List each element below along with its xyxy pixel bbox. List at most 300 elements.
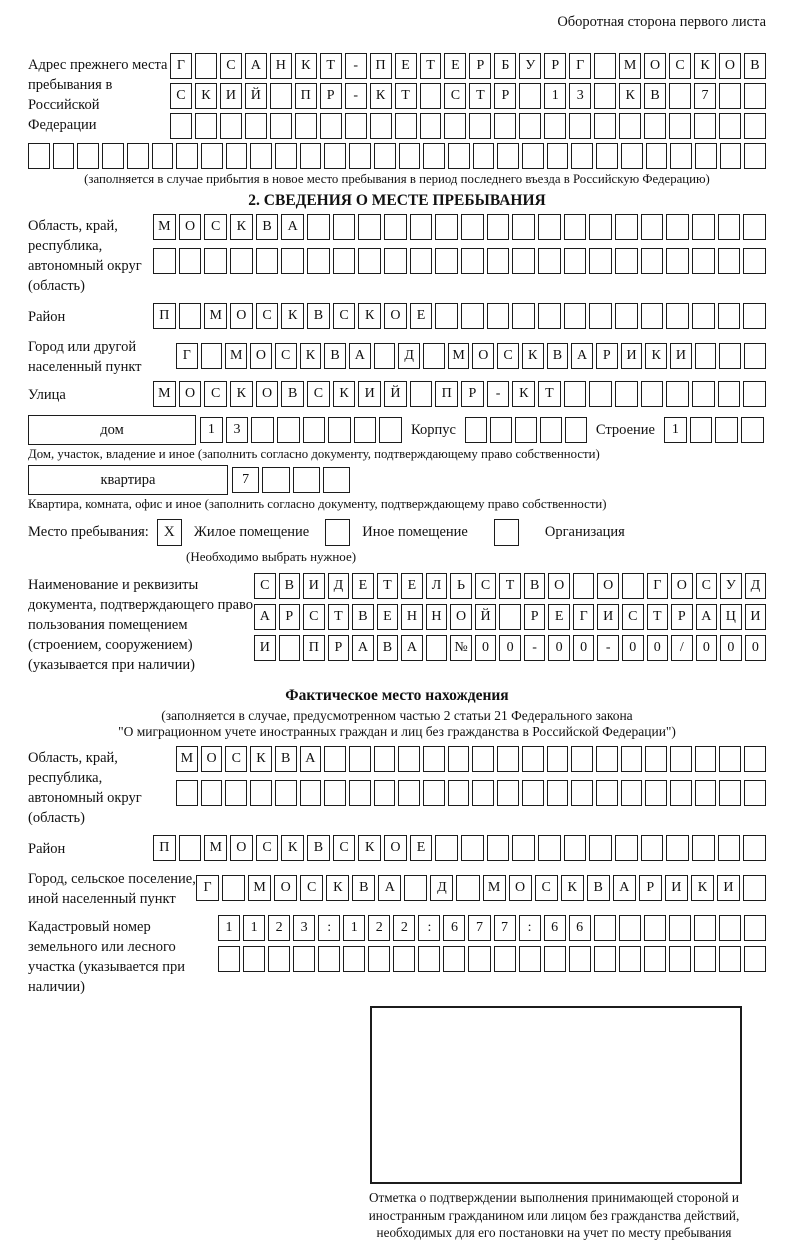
city-field	[28, 335, 766, 377]
char-box: Ц	[720, 604, 742, 630]
char-box: К	[522, 343, 544, 369]
char-box: О	[548, 573, 570, 599]
char-box: Л	[426, 573, 448, 599]
char-box	[307, 248, 330, 274]
char-box	[695, 143, 717, 169]
char-box	[743, 214, 766, 240]
char-box	[512, 214, 535, 240]
char-box	[275, 143, 297, 169]
district-label: Район	[28, 309, 66, 325]
char-box: М	[619, 53, 641, 79]
actual-district-row	[153, 835, 766, 861]
char-box	[540, 417, 562, 443]
char-box	[374, 143, 396, 169]
char-box: П	[153, 835, 176, 861]
cadastral-row-2	[218, 946, 766, 972]
char-box	[448, 746, 470, 772]
char-box	[669, 946, 691, 972]
char-box	[692, 381, 715, 407]
char-box	[670, 143, 692, 169]
char-box	[544, 946, 566, 972]
char-box: К	[230, 381, 253, 407]
char-box: В	[587, 875, 610, 901]
char-box	[571, 746, 593, 772]
char-box	[420, 83, 442, 109]
apartment-caption: Квартира, комната, офис и иное (заполнить согласно документу, подтверждающему право собственности)	[28, 497, 607, 511]
char-box	[300, 780, 322, 806]
char-box: 1	[243, 915, 265, 941]
prev-address-row-3	[170, 113, 766, 139]
char-box	[195, 53, 217, 79]
char-box	[615, 381, 638, 407]
char-box: О	[179, 381, 202, 407]
char-box	[719, 343, 741, 369]
char-box: 3	[293, 915, 315, 941]
char-box	[589, 214, 612, 240]
char-box	[622, 573, 644, 599]
char-box	[179, 303, 202, 329]
char-box	[695, 780, 717, 806]
section2-heading: 2. СВЕДЕНИЯ О МЕСТЕ ПРЕБЫВАНИЯ	[248, 192, 546, 209]
char-box: Е	[395, 53, 417, 79]
char-box: -	[487, 381, 510, 407]
char-box: Д	[745, 573, 767, 599]
char-box	[318, 946, 340, 972]
char-box	[370, 113, 392, 139]
region-row-2	[153, 248, 766, 274]
char-box	[666, 248, 689, 274]
document-label: Наименование и реквизиты документа, подтверждающего право пользования помещением (строением, сооружением) (указывается при наличии)	[28, 577, 254, 673]
char-box	[547, 746, 569, 772]
char-box: Р	[328, 635, 350, 661]
char-box	[744, 83, 766, 109]
char-box: О	[230, 835, 253, 861]
char-box: 0	[499, 635, 521, 661]
house-number-cells	[200, 417, 402, 443]
char-box: Д	[430, 875, 453, 901]
char-box	[641, 303, 664, 329]
char-box	[410, 248, 433, 274]
actual-district-label: Район	[28, 841, 66, 857]
char-box	[201, 780, 223, 806]
char-box: Г	[196, 875, 219, 901]
char-box	[744, 113, 766, 139]
char-box: Г	[170, 53, 192, 79]
char-box: Е	[377, 604, 399, 630]
char-box	[743, 875, 766, 901]
char-box: Р	[469, 53, 491, 79]
char-box	[594, 113, 616, 139]
char-box: П	[153, 303, 176, 329]
char-box: 0	[647, 635, 669, 661]
cadastral-row-1	[218, 915, 766, 941]
char-box: А	[281, 214, 304, 240]
char-box: /	[671, 635, 693, 661]
char-box: М	[225, 343, 247, 369]
char-box	[644, 915, 666, 941]
char-box	[281, 248, 304, 274]
char-box	[564, 248, 587, 274]
char-box: №	[450, 635, 472, 661]
char-box: В	[377, 635, 399, 661]
char-box: К	[250, 746, 272, 772]
prev-address-caption: (заполняется в случае прибытия в новое место пребывания в период последнего въезда в Российскую Федерацию)	[84, 172, 710, 186]
char-box	[497, 143, 519, 169]
char-box	[594, 946, 616, 972]
char-box	[354, 417, 377, 443]
char-box	[641, 835, 664, 861]
char-box: В	[279, 573, 301, 599]
char-box	[669, 83, 691, 109]
char-box: 3	[226, 417, 249, 443]
char-box	[743, 835, 766, 861]
char-box	[569, 113, 591, 139]
char-box	[694, 946, 716, 972]
char-box: Р	[494, 83, 516, 109]
char-box: Й	[384, 381, 407, 407]
char-box	[615, 214, 638, 240]
char-box	[456, 875, 479, 901]
char-box: С	[333, 303, 356, 329]
char-box	[719, 113, 741, 139]
stamp-section	[342, 1006, 766, 1242]
char-box: С	[333, 835, 356, 861]
char-box	[349, 746, 371, 772]
char-box	[519, 83, 541, 109]
char-box	[621, 780, 643, 806]
char-box: К	[370, 83, 392, 109]
char-box: Т	[328, 604, 350, 630]
char-box	[487, 835, 510, 861]
char-box	[569, 946, 591, 972]
char-box: Р	[671, 604, 693, 630]
char-box	[127, 143, 149, 169]
char-box: 1	[664, 417, 687, 443]
char-box	[744, 143, 766, 169]
char-box	[547, 143, 569, 169]
char-box: С	[220, 53, 242, 79]
char-box: А	[696, 604, 718, 630]
char-box: -	[524, 635, 546, 661]
char-box: И	[358, 381, 381, 407]
char-box	[443, 946, 465, 972]
char-box: Г	[647, 573, 669, 599]
char-box	[596, 780, 618, 806]
char-box	[695, 343, 717, 369]
char-box: П	[295, 83, 317, 109]
char-box	[245, 113, 267, 139]
char-box: О	[597, 573, 619, 599]
stamp-caption: Отметка о подтверждении выполнения принимающей стороной и иностранным гражданином или лицом без гражданства действий, необходимых для его постановки на учет по месту пребывания	[368, 1190, 740, 1241]
char-box	[358, 214, 381, 240]
char-box: О	[472, 343, 494, 369]
settlement-label: Город, сельское поселение, иной населенный пункт	[28, 871, 196, 907]
char-box	[268, 946, 290, 972]
char-box	[277, 417, 300, 443]
char-box: К	[358, 835, 381, 861]
char-box	[398, 746, 420, 772]
char-box: Р	[461, 381, 484, 407]
char-box	[226, 143, 248, 169]
char-box: М	[248, 875, 271, 901]
char-box: -	[345, 53, 367, 79]
char-box	[77, 143, 99, 169]
char-box	[573, 573, 595, 599]
char-box	[719, 83, 741, 109]
char-box: И	[254, 635, 276, 661]
char-box	[300, 143, 322, 169]
char-box: Т	[499, 573, 521, 599]
settlement-field	[28, 867, 766, 909]
char-box	[571, 780, 593, 806]
char-box	[519, 113, 541, 139]
char-box	[279, 635, 301, 661]
char-box	[176, 780, 198, 806]
prev-address-row-1	[170, 53, 766, 79]
char-box	[343, 946, 365, 972]
char-box	[692, 248, 715, 274]
char-box: В	[547, 343, 569, 369]
char-box	[379, 417, 402, 443]
char-box	[349, 143, 371, 169]
char-box: П	[303, 635, 325, 661]
char-box: К	[512, 381, 535, 407]
char-box: Н	[426, 604, 448, 630]
char-box: А	[571, 343, 593, 369]
house-row	[28, 415, 766, 445]
char-box	[374, 746, 396, 772]
char-box	[715, 417, 738, 443]
char-box: К	[195, 83, 217, 109]
char-box	[670, 746, 692, 772]
char-box	[410, 214, 433, 240]
char-box	[230, 248, 253, 274]
char-box	[744, 915, 766, 941]
char-box: 0	[573, 635, 595, 661]
char-box	[426, 635, 448, 661]
char-box: П	[370, 53, 392, 79]
checkbox-residential: X	[157, 519, 182, 546]
char-box: К	[230, 214, 253, 240]
char-box: 1	[544, 83, 566, 109]
char-box: Р	[524, 604, 546, 630]
char-box: 2	[268, 915, 290, 941]
char-box: Д	[328, 573, 350, 599]
char-box	[262, 467, 289, 493]
char-box	[743, 248, 766, 274]
char-box: 7	[232, 467, 259, 493]
char-box	[435, 248, 458, 274]
char-box: :	[418, 915, 440, 941]
apartment-type-box: квартира	[28, 465, 228, 495]
char-box	[692, 835, 715, 861]
char-box	[220, 113, 242, 139]
apartment-row	[28, 465, 766, 495]
char-box: М	[204, 835, 227, 861]
char-box: Т	[647, 604, 669, 630]
char-box	[270, 83, 292, 109]
char-box	[368, 946, 390, 972]
char-box	[589, 303, 612, 329]
char-box	[469, 113, 491, 139]
char-box	[374, 343, 396, 369]
char-box: 6	[544, 915, 566, 941]
char-box: 3	[569, 83, 591, 109]
stay-type-note: (Необходимо выбрать нужное)	[186, 549, 357, 564]
prev-address-row-2	[170, 83, 766, 109]
document-row-1	[254, 573, 766, 599]
char-box	[494, 113, 516, 139]
char-box: И	[597, 604, 619, 630]
char-box: В	[307, 303, 330, 329]
document-field	[28, 573, 766, 675]
char-box	[596, 746, 618, 772]
char-box: 0	[475, 635, 497, 661]
char-box: 2	[393, 915, 415, 941]
char-box	[250, 143, 272, 169]
char-box: А	[245, 53, 267, 79]
char-box	[741, 417, 764, 443]
char-box	[619, 946, 641, 972]
char-box: 7	[494, 915, 516, 941]
char-box: С	[170, 83, 192, 109]
stamp-area	[370, 1006, 742, 1184]
char-box	[718, 303, 741, 329]
char-box	[293, 467, 320, 493]
apartment-cells	[232, 467, 350, 493]
char-box	[589, 381, 612, 407]
char-box	[435, 214, 458, 240]
char-box	[201, 143, 223, 169]
char-box	[195, 113, 217, 139]
option-residential-label: Жилое помещение	[193, 524, 310, 540]
char-box: О	[671, 573, 693, 599]
char-box	[461, 248, 484, 274]
street-label: Улица	[28, 387, 66, 403]
char-box: Н	[270, 53, 292, 79]
char-box: Т	[420, 53, 442, 79]
char-box	[293, 946, 315, 972]
char-box	[719, 946, 741, 972]
char-box: С	[275, 343, 297, 369]
char-box: Г	[569, 53, 591, 79]
char-box: С	[300, 875, 323, 901]
char-box	[179, 835, 202, 861]
char-box	[565, 417, 587, 443]
char-box: Р	[596, 343, 618, 369]
char-box	[461, 303, 484, 329]
char-box: У	[720, 573, 742, 599]
region-label: Область, край, республика, автономный округ (область)	[28, 218, 142, 294]
char-box: В	[256, 214, 279, 240]
korpus-label: Корпус	[411, 421, 456, 438]
char-box: А	[378, 875, 401, 901]
char-box: :	[519, 915, 541, 941]
char-box	[250, 780, 272, 806]
char-box	[719, 915, 741, 941]
char-box: С	[204, 381, 227, 407]
char-box	[744, 343, 766, 369]
char-box: К	[694, 53, 716, 79]
char-box	[256, 248, 279, 274]
char-box	[393, 946, 415, 972]
house-type-box: дом	[28, 415, 196, 445]
char-box	[420, 113, 442, 139]
char-box	[349, 780, 371, 806]
char-box: В	[352, 604, 374, 630]
char-box	[538, 248, 561, 274]
district-row	[153, 303, 766, 329]
char-box: В	[275, 746, 297, 772]
char-box	[719, 780, 741, 806]
char-box: С	[254, 573, 276, 599]
actual-region-field	[28, 746, 766, 828]
char-box	[204, 248, 227, 274]
char-box	[275, 780, 297, 806]
char-box: Т	[538, 381, 561, 407]
char-box: Т	[469, 83, 491, 109]
char-box	[243, 946, 265, 972]
char-box: 1	[218, 915, 240, 941]
char-box: О	[256, 381, 279, 407]
char-box: К	[358, 303, 381, 329]
char-box	[435, 303, 458, 329]
char-box	[644, 946, 666, 972]
city-label: Город или другой населенный пункт	[28, 339, 142, 375]
page-side-note: Оборотная сторона первого листа	[557, 14, 766, 30]
char-box	[218, 946, 240, 972]
char-box	[444, 113, 466, 139]
char-box	[515, 417, 537, 443]
char-box	[564, 835, 587, 861]
char-box: Е	[444, 53, 466, 79]
char-box	[494, 946, 516, 972]
char-box	[395, 113, 417, 139]
stroenie-label: Строение	[595, 421, 655, 438]
checkbox-other-premises	[325, 519, 350, 546]
char-box: О	[250, 343, 272, 369]
char-box	[324, 143, 346, 169]
char-box	[499, 604, 521, 630]
char-box: Й	[245, 83, 267, 109]
char-box: П	[435, 381, 458, 407]
char-box: В	[744, 53, 766, 79]
char-box: 7	[468, 915, 490, 941]
char-box: С	[307, 381, 330, 407]
char-box: В	[644, 83, 666, 109]
char-box	[153, 248, 176, 274]
char-box	[644, 113, 666, 139]
actual-region-row-2	[176, 780, 766, 806]
char-box: С	[256, 835, 279, 861]
char-box: Т	[377, 573, 399, 599]
char-box: А	[352, 635, 374, 661]
char-box: Е	[401, 573, 423, 599]
char-box: И	[303, 573, 325, 599]
char-box	[333, 214, 356, 240]
document-row-2	[254, 604, 766, 630]
char-box: С	[303, 604, 325, 630]
document-row-3	[254, 635, 766, 661]
char-box	[641, 214, 664, 240]
char-box: С	[497, 343, 519, 369]
char-box	[621, 746, 643, 772]
char-box	[718, 835, 741, 861]
char-box	[102, 143, 124, 169]
char-box: С	[669, 53, 691, 79]
char-box	[333, 248, 356, 274]
char-box	[669, 113, 691, 139]
